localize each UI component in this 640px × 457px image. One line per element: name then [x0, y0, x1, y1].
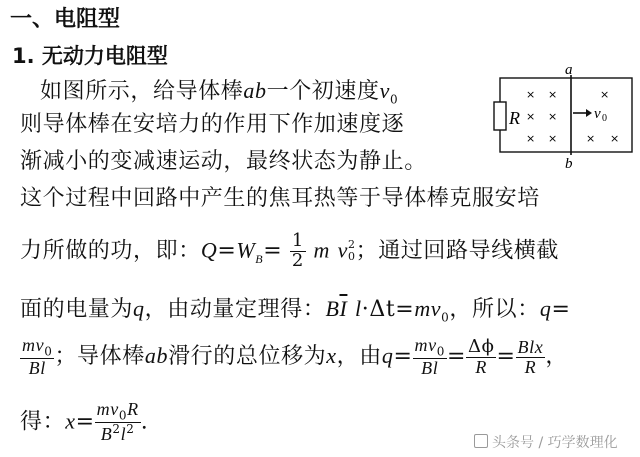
- text-line-8: 得：x= $\frac{mv_0R}{B^2l^2}$ .: [20, 399, 149, 445]
- subsection-heading: 1. 无动力电阻型: [12, 44, 168, 68]
- field-mark: ×: [610, 132, 620, 145]
- field-mark: ×: [526, 132, 536, 145]
- fraction-dphi-r: $\frac{\Delta\phi}{R}$: [468, 335, 495, 377]
- velocity-subscript: 0: [602, 113, 607, 124]
- circuit-diagram: [488, 62, 636, 170]
- logo-icon: [474, 434, 488, 448]
- field-mark: ×: [548, 132, 558, 145]
- text-line-3: 渐减小的变减速运动，最终状态为静止。: [20, 149, 427, 174]
- fraction-one-half: $\frac{1}{2}$: [291, 230, 304, 271]
- fraction-blx-r: $\frac{\text{Blx}}{R}$: [517, 336, 544, 377]
- text-line-6: 面的电量为q，由动量定理得：$B\overline{I}$ $l\cdot\Delta t=mv_0$，所以：q=: [20, 296, 571, 325]
- text-line-5: 力所做的功，即：$Q=W_B=$ $\frac{1}{2}$ m v 2 0 ；通过回路导线横截: [20, 230, 560, 271]
- text-line-1: 如图所示，给导体棒ab一个初速度$v_0$: [40, 78, 399, 107]
- velocity-arrowhead: [586, 109, 592, 117]
- section-heading: 一、电阻型: [10, 7, 121, 32]
- rod-label-a: a: [565, 62, 573, 78]
- resistor: [494, 102, 506, 130]
- field-mark: ×: [586, 132, 596, 145]
- text-line-4: 这个过程中回路中产生的焦耳热等于导体棒克服安培: [20, 186, 540, 211]
- fraction-mv0-over-bl: $\frac{mv_0}{Bl}$: [22, 335, 53, 379]
- field-mark: ×: [548, 88, 558, 101]
- velocity-label: v: [594, 106, 601, 122]
- field-mark: ×: [526, 88, 536, 101]
- watermark: 头条号 / 巧学数理化: [474, 432, 618, 452]
- resistor-label: R: [509, 108, 520, 128]
- text-line-7: $\frac{mv_0}{Bl}$ ；导体棒ab滑行的总位移为x，由q= $\frac{mv_0}{Bl}$ = $\frac{\Delta\phi}{R}$ = $\frac{\text{Blx}}{R}$ ，: [22, 335, 568, 379]
- text-line-2: 则导体棒在安培力的作用下作加速度逐: [20, 112, 405, 137]
- rod-label-b: b: [565, 156, 573, 170]
- fraction-displacement: $\frac{mv_0R}{B^2l^2}$: [96, 399, 139, 445]
- field-mark: ×: [526, 110, 536, 123]
- field-mark: ×: [548, 110, 558, 123]
- fraction-mv0-bl: $\frac{mv_0}{Bl}$: [414, 335, 445, 379]
- field-mark: ×: [600, 88, 610, 101]
